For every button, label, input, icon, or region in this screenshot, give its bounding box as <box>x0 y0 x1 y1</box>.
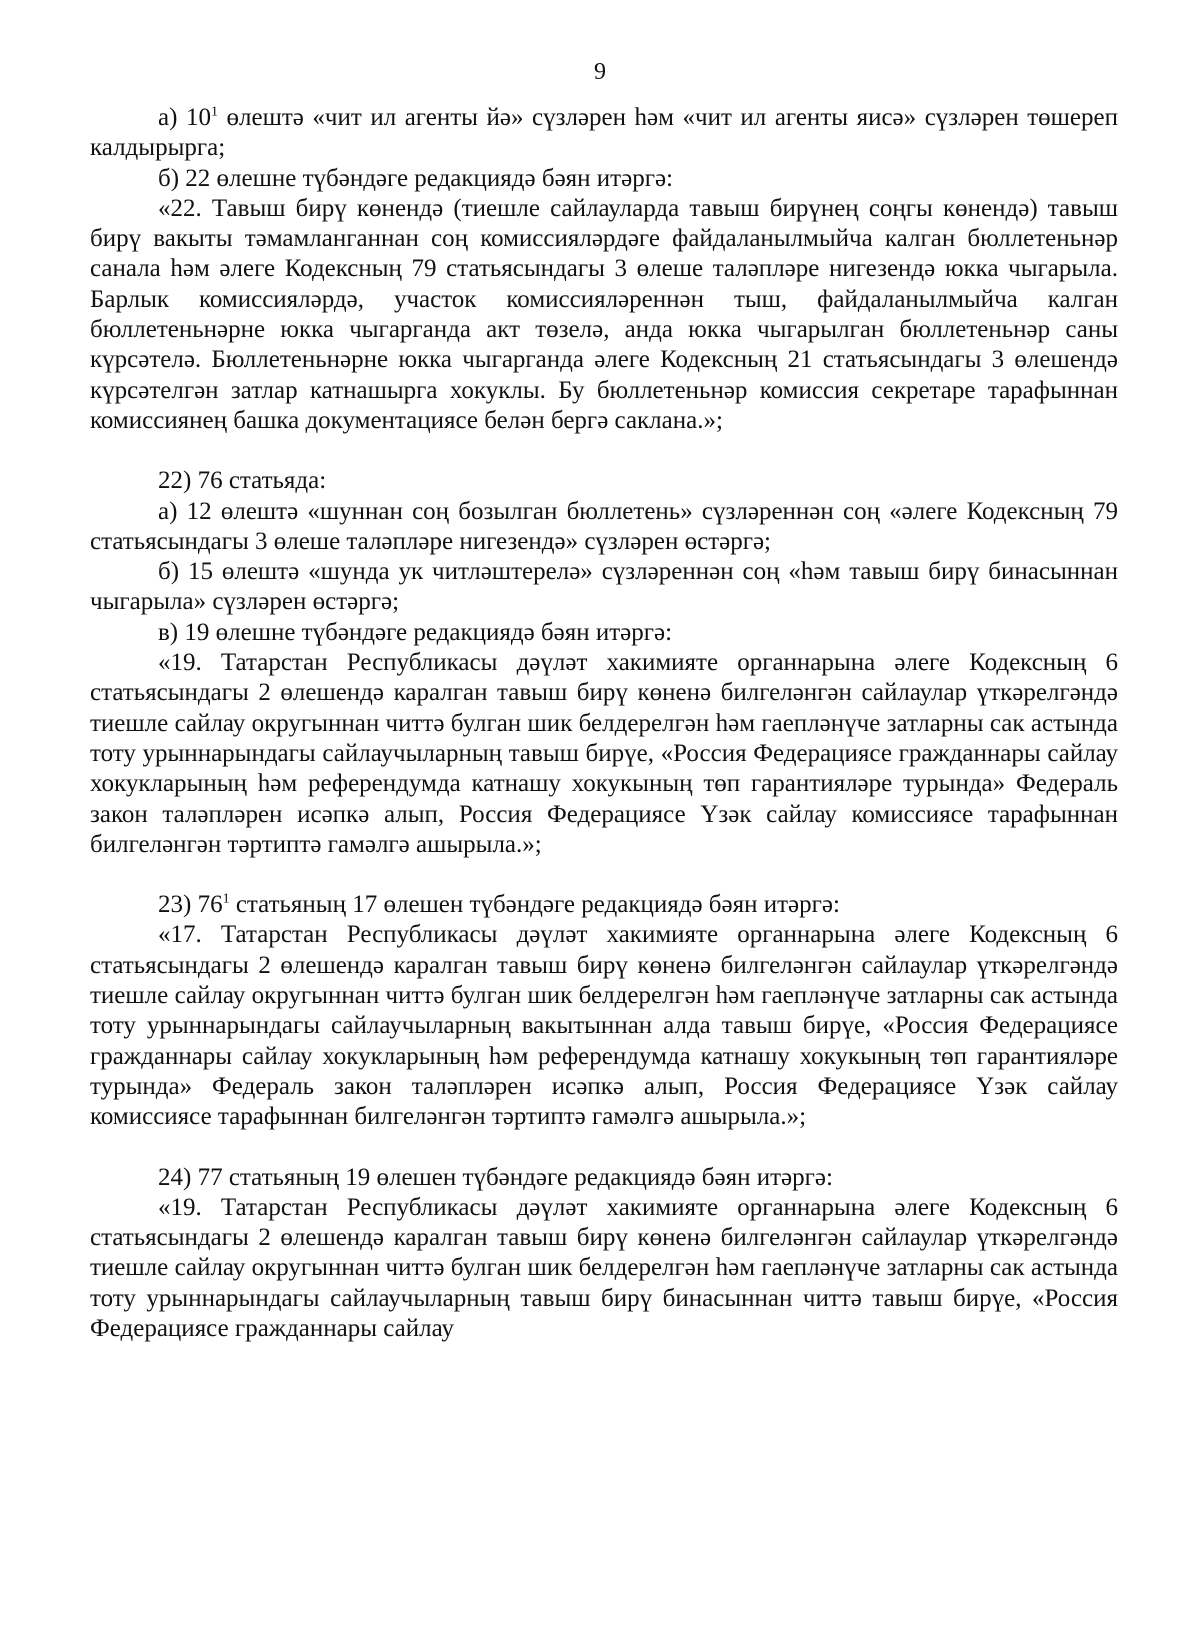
item-22-heading: 22) 76 статьяда: <box>158 467 327 495</box>
quote-part-19-art-77: «19. Татарстан Республикасы дәүләт хакимияте органнарына әлеге Кодексның 6 статьясындагы 2 өлешендә каралган тавыш бирү көненә билгеләнгән сайлаулар үткәрелгәндә тиешле сайлау округыннан читтә булган шик белдерелгән һәм гаепләнүче затларны сак астында тоту урыннарындагы сайлаучыларның тавыш бирү бинасыннан читтә тавыш бирүе, «Россия Федерациясе гражданнары сайлау <box>90 1193 1118 1342</box>
superscript: 1 <box>222 891 230 907</box>
quote-part-22: «22. Тавыш бирү көнендә (тиешле сайлауларда тавыш бирүнең соңгы көнендә) тавыш бирү вакыты тәмамланганнан соң комиссияләрдәге файдаланылмыйча калган бюллетеньнәр санала һәм әлеге Кодексның 79 статьясындагы 3 өлеше таләпләре нигезендә юкка чыгарыла. Барлык комиссияләрдә, участок комиссияләреннән тыш, файдаланылмыйча калган бюллетеньнәрне юкка чыгарганда акт төзелә, анда юкка чыгарылган бюллетеньнәр саны күрсәтелә. Бюллетеньнәрне юкка чыгарганда әлеге Кодексның 21 статьясындагы 3 өлешендә күрсәтелгән затлар катнашырга хокуклы. Бу бюллетеньнәр комиссия секретаре тарафыннан комиссиянең башка документациясе белән бергә саклана.»; <box>90 194 1118 434</box>
item-22-a: а) 12 өлештә «шуннан соң бозылган бюллетень» сүзләреннән соң «әлеге Кодексның 79 статьясындагы 3 өлеше таләпләре нигезендә» сүзләрен өстәргә; <box>90 497 1118 555</box>
item-23-heading <box>90 890 1118 920</box>
item-23-prefix: 23) 76 <box>158 891 223 919</box>
superscript: 1 <box>210 104 218 120</box>
paragraph-a-prefix: а) 10 <box>158 104 211 131</box>
paragraph-a-rest: өлештә «чит ил агенты йә» сүзләрен һәм «чит ил агенты яисә» сүзләрен төшереп калдырырга; <box>90 104 1118 162</box>
paragraph-b-part-22: б) 22 өлешне түбәндәге редакциядә бәян итәргә: <box>158 164 673 192</box>
quote-part-17: «17. Татарстан Республикасы дәүләт хакимияте органнарына әлеге Кодексның 6 статьясындагы 2 өлешендә каралган тавыш бирү көненә билгеләнгән сайлаулар үткәрелгәндә тиешле сайлау округыннан читтә булган шик белдерелгән һәм гаепләнүче затларны сак астында тоту урыннарындагы сайлаучыларның вакытыннан алда тавыш бирүе, «Россия Федерациясе гражданнары сайлау хокукларының һәм референдумда катнашу хокукының төп гарантияләре турында» Федераль закон таләпләрен исәпкә алып, Россия Федерациясе Үзәк сайлау комиссиясе тарафыннан билгеләнгән тәртиптә гамәлгә ашырыла.»; <box>90 921 1118 1131</box>
page-number: 9 <box>594 59 606 85</box>
item-22-b: б) 15 өлештә «шунда ук читләштерелә» сүзләреннән соң «һәм тавыш бирү бинасыннан чыгарыла» сүзләрен өстәргә; <box>90 558 1118 616</box>
item-23-rest: статьяның 17 өлешен түбәндәге редакциядә бәян итәргә: <box>229 891 840 919</box>
item-24-heading: 24) 77 статьяның 19 өлешен түбәндәге редакциядә бәян итәргә: <box>158 1163 833 1191</box>
quote-part-19-art-76: «19. Татарстан Республикасы дәүләт хакимияте органнарына әлеге Кодексның 6 статьясындагы 2 өлешендә каралган тавыш бирү көненә билгеләнгән сайлаулар үткәрелгәндә тиешле сайлау округыннан читтә булган шик белдерелгән һәм гаепләнүче затларны сак астында тоту урыннарындагы сайлаучыларның тавыш бирүе, «Россия Федерациясе гражданнары сайлау хокукларының һәм референдумда катнашу хокукының төп гарантияләре турында» Федераль закон таләпләрен исәпкә алып, Россия Федерациясе Үзәк сайлау комиссиясе тарафыннан билгеләнгән тәртиптә гамәлгә ашырыла.»; <box>90 649 1118 858</box>
document-body <box>90 103 1118 1344</box>
paragraph-a-foreign-agent <box>90 103 1118 164</box>
item-22-v: в) 19 өлешне түбәндәге редакциядә бәян итәргә: <box>158 618 673 646</box>
